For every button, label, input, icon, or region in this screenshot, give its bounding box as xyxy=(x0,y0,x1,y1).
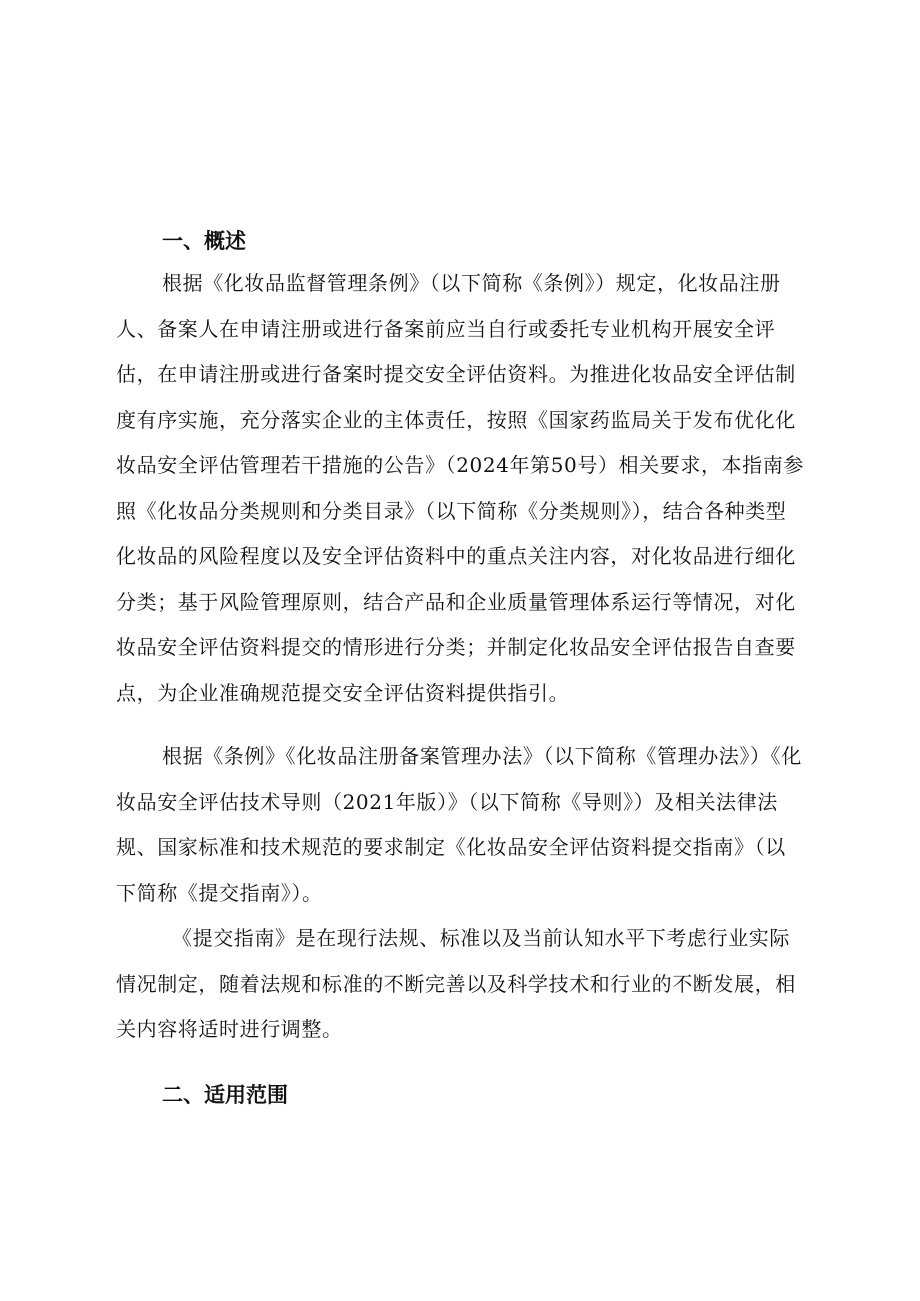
paragraph-basis: 根据《条例》《化妆品注册备案管理办法》（以下简称《管理办法》）《化妆品安全评估技术导则（2021年版）》（以下简称《导则》）及相关法律法规、国家标准和技术规范的要求制定《化妆品安全评估资料提交指南》（以下简称《提交指南》）。 xyxy=(116,744,802,905)
paragraph-purpose: 根据《化妆品监督管理条例》（以下简称《条例》）规定，化妆品注册人、备案人在申请注册或进行备案前应当自行或委托专业机构开展安全评估，在申请注册或进行备案时提交安全评估资料。为推进化妆品安全评估制度有序实施，充分落实企业的主体责任，按照《国家药监局关于发布优化化妆品安全评估管理若干措施的公告》（2024年第50号）相关要求，本指南参照《化妆品分类规则和分类目录》（以下简称《分类规则》），结合各种类型化妆品的风险程度以及安全评估资料中的重点关注内容，对化妆品进行细化分类；基于风险管理原则，结合产品和企业质量管理体系运行等情况，对化妆品安全评估资料提交的情形进行分类；并制定化妆品安全评估报告自查要点，为企业准确规范提交安全评估资料提供指引。 xyxy=(116,271,804,705)
section-heading-scope: 二、适用范围 xyxy=(162,1083,288,1107)
paragraph-adjustment-note: 《提交指南》是在现行法规、标准以及当前认知水平下考虑行业实际情况制定，随着法规和标准的不断完善以及科学技术和行业的不断发展，相关内容将适时进行调整。 xyxy=(116,926,796,1041)
section-heading-overview: 一、概述 xyxy=(162,229,246,253)
